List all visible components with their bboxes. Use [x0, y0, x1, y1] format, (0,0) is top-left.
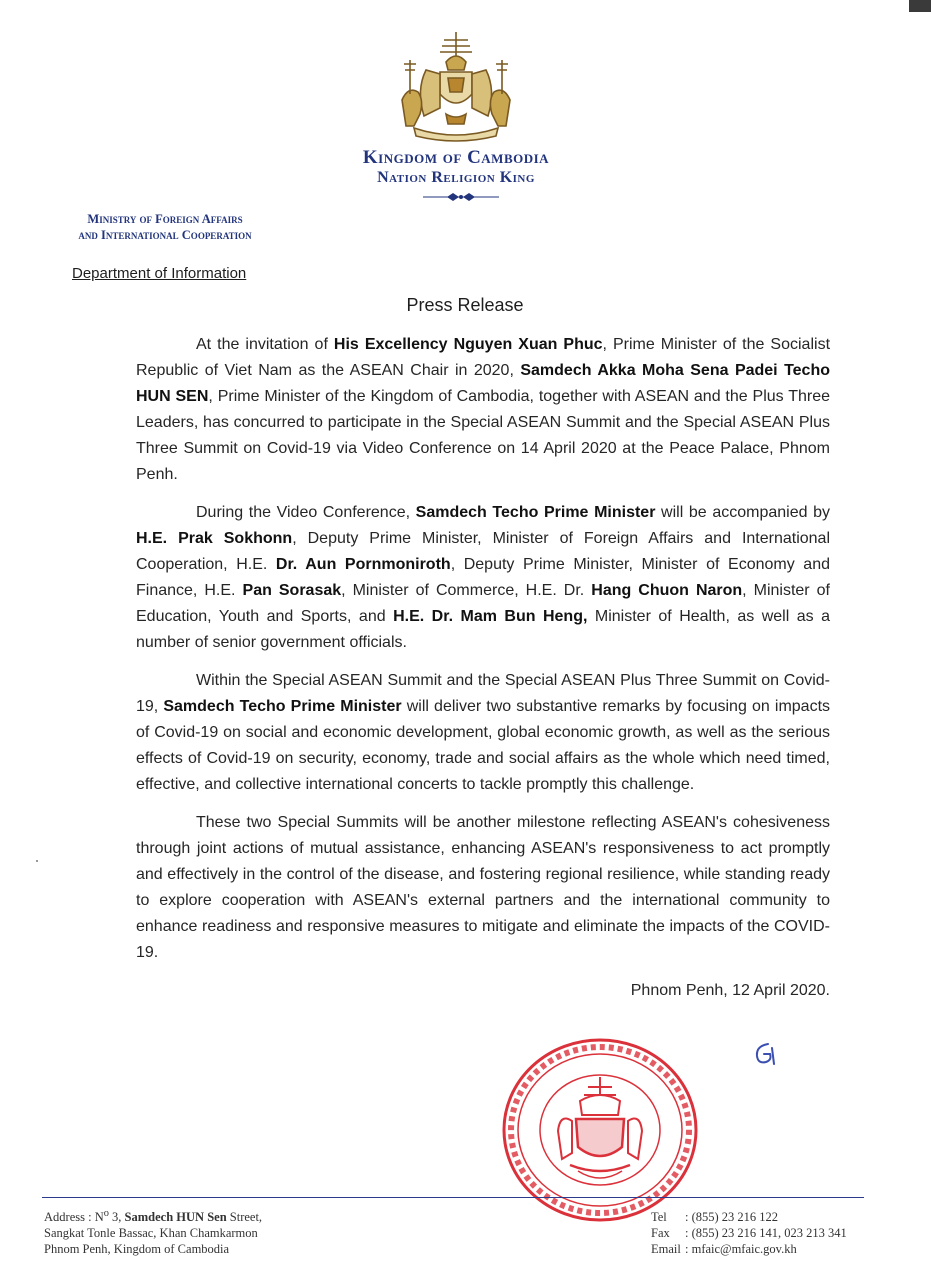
national-motto: Nation Religion King: [377, 169, 535, 186]
address-street-suffix: Street,: [226, 1210, 263, 1225]
text-run: At the invitation of: [196, 336, 334, 353]
address-line-3: Phnom Penh, Kingdom of Cambodia: [44, 1242, 230, 1257]
text-run: During the Video Conference,: [196, 504, 416, 521]
email-row: [651, 1241, 921, 1257]
text-run: , Prime Minister of the Kingdom of Cambodia, together with ASEAN and the Plus Three Leaders, has concurred to participate in the Special ASEAN Summit and the Special ASEAN Plus Three Summit on Covid-19 via Video Conference on 14 April 2020 at the Peace Palace, Phnom Penh.: [136, 388, 830, 483]
email-value: : mfaic@mfaic.gov.kh: [685, 1242, 797, 1256]
contact-details: [651, 1209, 921, 1257]
paragraph-4: These two Special Summits will be another milestone reflecting ASEAN's cohesiveness through joint actions of mutual assistance, enhancing ASEAN's responsiveness to act promptly and effectively in the control of the disease, and fostering regional resilience, while standing ready to explore cooperation with ASEAN's external partners and the international community to enhance readiness and responsive measures to mitigate and eliminate the impacts of the COVID-19.: [136, 814, 830, 961]
text-run: Minister of Health, as well as a number of senior government officials.: [136, 608, 831, 651]
address-line-2: Sangkat Tonle Bassac, Khan Chamkarmon: [44, 1226, 258, 1241]
document-title: Press Release: [406, 295, 524, 315]
bold-run: Dr. Aun Pornmoniroth: [275, 556, 451, 573]
scan-edge-mark: [909, 0, 931, 12]
ministry-address: [44, 1206, 344, 1257]
ministry-line-2: and International Cooperation: [78, 228, 252, 242]
ministry-name: [20, 211, 310, 243]
bold-run: Samdech Techo Prime Minister: [163, 698, 402, 715]
bold-run: H.E. Prak Sokhonn: [136, 530, 293, 547]
kingdom-heading: Kingdom of Cambodia: [362, 147, 550, 168]
text-run: , Prime Minister of the Socialist Republic of Viet Nam as the ASEAN Chair in 2020,: [136, 336, 831, 379]
address-number: 3,: [108, 1210, 125, 1225]
text-run: , Deputy Prime Minister, Minister of Economy and Finance, H.E.: [136, 556, 830, 599]
footer-divider: [42, 1197, 864, 1198]
handwritten-initial-icon: [752, 1040, 780, 1068]
ministry-line-1: Ministry of Foreign Affairs: [87, 212, 243, 226]
press-release-body: [136, 332, 830, 1016]
fax-label: Fax: [651, 1226, 670, 1240]
department-label: Department of Information: [72, 265, 247, 282]
bold-run: Samdech Techo Prime Minister: [415, 504, 656, 521]
text-run: will deliver two substantive remarks by focusing on impacts of Covid-19 on social and economic development, global economic growth, as well as the serious effects of Covid-19 on security, economy, trade and social affairs as the whole which need timed, effective, and collective international concerts to tackle promptly this challenge.: [136, 698, 831, 793]
bold-run: Pan Sorasak: [242, 582, 342, 599]
paragraph-1: [136, 332, 830, 488]
address-sup: o: [103, 1208, 109, 1219]
bold-run: Samdech Akka Moha Sena Padei Techo HUN SEN: [136, 362, 830, 405]
royal-coat-of-arms-icon: [396, 30, 516, 142]
tel-label: Tel: [651, 1210, 667, 1224]
text-run: , Deputy Prime Minister, Minister of Foreign Affairs and International Cooperation, H.E.: [136, 530, 831, 573]
tel-row: [651, 1209, 921, 1225]
tel-value: : (855) 23 216 122: [685, 1210, 779, 1224]
text-run: will be accompanied by: [655, 504, 831, 521]
ornament-divider-icon: [423, 192, 499, 202]
text-run: , Minister of Education, Youth and Sports, and: [136, 582, 830, 625]
address-label: Address : N: [44, 1210, 104, 1225]
fax-value: : (855) 23 216 141, 023 213 341: [685, 1226, 847, 1240]
email-label: Email: [651, 1242, 681, 1256]
bold-run: His Excellency Nguyen Xuan Phuc: [333, 336, 603, 353]
text-run: , Minister of Commerce, H.E. Dr.: [341, 582, 592, 599]
paragraph-2: [136, 500, 830, 656]
text-run: Within the Special ASEAN Summit and the Special ASEAN Plus Three Summit on Covid-19,: [136, 672, 830, 715]
address-line-1: [44, 1206, 344, 1225]
fax-row: [651, 1225, 921, 1241]
bold-run: H.E. Dr. Mam Bun Heng,: [393, 608, 588, 625]
bold-run: Hang Chuon Naron: [591, 582, 743, 599]
place-and-date: Phnom Penh, 12 April 2020.: [630, 982, 830, 999]
address-street-name: Samdech HUN Sen: [124, 1210, 227, 1225]
scan-speck: [36, 860, 38, 862]
paragraph-3: [136, 668, 830, 798]
